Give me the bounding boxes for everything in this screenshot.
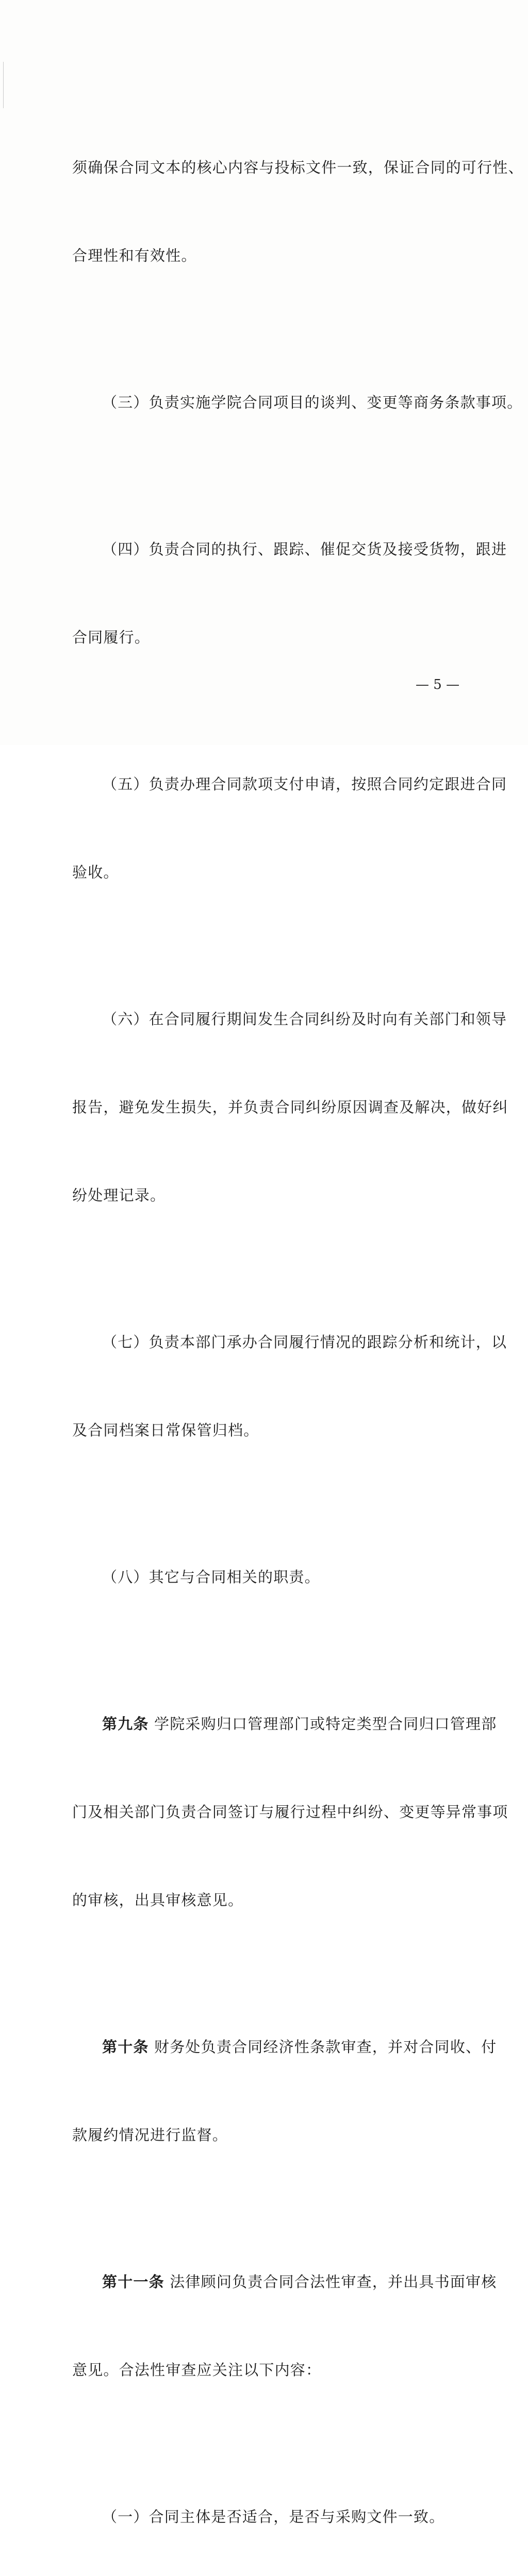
article-heading: 第九条 xyxy=(102,1715,149,1733)
item-eight xyxy=(72,1504,464,1651)
text-line: （六）在合同履行期间发生合同纠纷及时向有关部门和领导 xyxy=(102,1010,507,1028)
article-text: 财务处负责合同经济性条款审查，并对合同收、付 xyxy=(148,2038,497,2056)
review-item-one xyxy=(72,2444,464,2576)
item-five xyxy=(72,711,507,946)
text-line: 款履约情况进行监督。 xyxy=(72,2126,228,2144)
article-first-line xyxy=(72,1709,497,1739)
scan-margin-mark xyxy=(3,62,4,108)
article-first-line xyxy=(72,2267,497,2297)
paragraph-continuation xyxy=(72,94,524,329)
text-line: （五）负责办理合同款项支付申请，按照合同约定跟进合同 xyxy=(102,775,507,793)
article-nine xyxy=(72,1651,508,1974)
item-three xyxy=(72,329,523,476)
text-line: 纷处理记录。 xyxy=(72,1187,166,1204)
text-line: 合理性和有效性。 xyxy=(72,247,197,264)
text-line: （三）负责实施学院合同项目的谈判、变更等商务条款事项。 xyxy=(102,394,523,411)
text-line: 验收。 xyxy=(72,863,119,881)
article-first-line xyxy=(72,2032,497,2062)
text-line: 合同履行。 xyxy=(72,629,151,646)
item-six xyxy=(72,946,508,1269)
article-heading: 第十条 xyxy=(102,2038,149,2056)
document-body xyxy=(72,94,524,2576)
text-line: （一）合同主体是否适合，是否与采购文件一致。 xyxy=(102,2508,445,2526)
text-line: （八）其它与合同相关的职责。 xyxy=(102,1568,320,1586)
article-text: 学院采购归口管理部门或特定类型合同归口管理部 xyxy=(148,1715,497,1733)
text-line: 须确保合同文本的核心内容与投标文件一致，保证合同的可行性、 xyxy=(72,159,524,176)
text-line: （四）负责合同的执行、跟踪、催促交货及接受货物，跟进 xyxy=(102,540,507,558)
article-text: 法律顾问负责合同合法性审查，并出具书面审核 xyxy=(164,2273,497,2291)
page-number: — 5 — xyxy=(416,677,460,692)
text-line: 报告，避免发生损失，并负责合同纠纷原因调查及解决，做好纠 xyxy=(72,1098,508,1116)
article-ten xyxy=(72,1974,497,2209)
text-line: 及合同档案日常保管归档。 xyxy=(72,1421,259,1439)
text-line: 门及相关部门负责合同签订与履行过程中纠纷、变更等异常事项 xyxy=(72,1803,508,1821)
item-seven xyxy=(72,1269,507,1504)
article-eleven xyxy=(72,2209,497,2444)
text-line: （七）负责本部门承办合同履行情况的跟踪分析和统计，以 xyxy=(102,1333,507,1351)
text-line: 的审核，出具审核意见。 xyxy=(72,1891,244,1909)
text-line: 意见。合法性审查应关注以下内容： xyxy=(72,2361,322,2379)
item-four xyxy=(72,476,507,711)
article-heading: 第十一条 xyxy=(102,2273,164,2291)
